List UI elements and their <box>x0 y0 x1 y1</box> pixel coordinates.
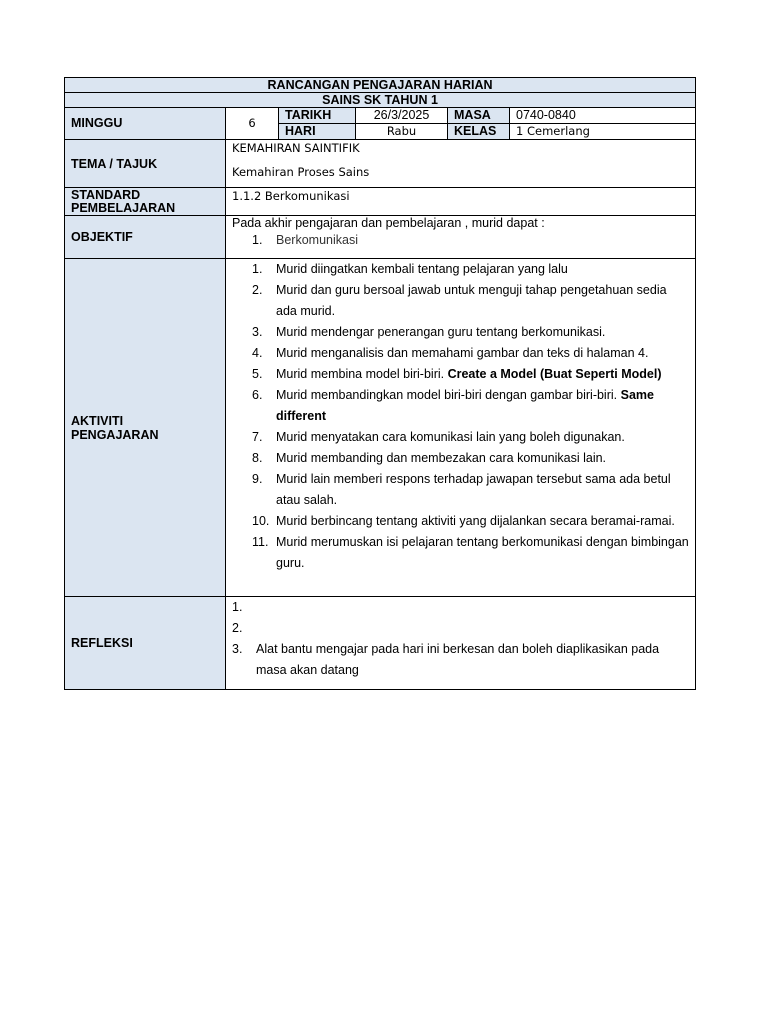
list-text <box>276 511 689 532</box>
tema-value <box>226 140 696 188</box>
list-text <box>276 343 689 364</box>
tema-row <box>65 140 696 188</box>
objektif-content <box>226 216 696 259</box>
list-text-regular: Alat bantu mengajar pada hari ini berkesan dan boleh diaplikasikan pada masa akan datang <box>256 642 660 677</box>
list-text-regular: Murid mendengar penerangan guru tentang berkomunikasi. <box>276 325 606 339</box>
kelas-value: 1 Cemerlang <box>510 124 696 140</box>
hari-value: Rabu <box>356 124 448 140</box>
tema-line-1: KEMAHIRAN SAINTIFIK <box>232 141 360 155</box>
list-item <box>252 230 689 251</box>
refleksi-content <box>226 597 696 690</box>
kelas-label: KELAS <box>448 124 510 140</box>
list-item <box>252 511 689 532</box>
info-row-1 <box>65 108 696 124</box>
list-text <box>276 427 689 448</box>
refleksi-label: REFLEKSI <box>65 597 226 690</box>
list-text-regular: Murid diingatkan kembali tentang pelajaran yang lalu <box>276 262 568 276</box>
list-number: 3. <box>252 325 263 339</box>
list-text <box>276 322 689 343</box>
lesson-plan-table <box>64 77 696 690</box>
aktiviti-content <box>226 259 696 597</box>
list-number: 1. <box>252 233 263 247</box>
list-number: 1. <box>252 262 263 276</box>
tarikh-value: 26/3/2025 <box>356 108 448 124</box>
list-number: 8. <box>252 451 263 465</box>
list-text <box>276 280 689 322</box>
masa-value: 0740-0840 <box>510 108 696 124</box>
list-text: Berkomunikasi <box>276 233 358 247</box>
list-item <box>252 259 689 280</box>
document-title: RANCANGAN PENGAJARAN HARIAN <box>65 78 696 93</box>
objektif-label: OBJEKTIF <box>65 216 226 259</box>
refleksi-row <box>65 597 696 690</box>
aktiviti-row <box>65 259 696 597</box>
subtitle-row <box>65 93 696 108</box>
standard-label-line-2: PEMBELAJARAN <box>71 200 176 215</box>
list-text-regular: Murid menyatakan cara komunikasi lain yang boleh digunakan. <box>276 430 625 444</box>
list-item <box>252 385 689 427</box>
list-text-regular: Murid membina model biri-biri. <box>276 367 448 381</box>
list-text-regular: Murid membandingkan model biri-biri dengan gambar biri-biri. <box>276 388 621 402</box>
list-text <box>276 385 689 427</box>
aktiviti-label <box>65 259 226 597</box>
list-number: 2. <box>232 621 243 635</box>
list-text <box>276 532 689 574</box>
list-item <box>252 469 689 511</box>
list-text-regular: Murid merumuskan isi pelajaran tentang berkomunikasi dengan bimbingan guru. <box>276 535 689 570</box>
aktiviti-list <box>252 259 689 574</box>
objektif-row <box>65 216 696 259</box>
list-text-regular: Murid menganalisis dan memahami gambar dan teks di halaman 4. <box>276 346 649 360</box>
aktiviti-label-line-2: PENGAJARAN <box>71 427 159 442</box>
list-item <box>252 280 689 322</box>
list-number: 3. <box>232 642 243 656</box>
list-text-regular: Murid berbincang tentang aktiviti yang dijalankan secara beramai-ramai. <box>276 514 675 528</box>
refleksi-list <box>232 597 689 681</box>
list-text <box>276 364 689 385</box>
list-text-regular: Murid dan guru bersoal jawab untuk menguji tahap pengetahuan sedia ada murid. <box>276 283 667 318</box>
minggu-value: 6 <box>226 108 279 140</box>
list-text <box>276 469 689 511</box>
list-text <box>256 597 689 618</box>
title-row <box>65 78 696 93</box>
masa-label: MASA <box>448 108 510 124</box>
aktiviti-label-line-1: AKTIVITI <box>71 413 124 428</box>
list-number: 4. <box>252 346 263 360</box>
standard-label <box>65 188 226 216</box>
objektif-intro: Pada akhir pengajaran dan pembelajaran , murid dapat : <box>232 216 545 230</box>
list-item <box>252 532 689 574</box>
list-number: 1. <box>232 600 243 614</box>
tema-line-2: Kemahiran Proses Sains <box>232 165 370 179</box>
list-number: 7. <box>252 430 263 444</box>
list-number: 2. <box>252 283 263 297</box>
hari-label: HARI <box>279 124 356 140</box>
list-number: 10. <box>252 514 270 528</box>
list-number: 11. <box>252 535 269 549</box>
list-text-bold: Same different <box>276 388 654 423</box>
tema-label: TEMA / TAJUK <box>65 140 226 188</box>
list-text <box>256 639 689 681</box>
list-text <box>256 618 689 639</box>
list-item <box>232 597 689 618</box>
standard-row <box>65 188 696 216</box>
list-item <box>252 427 689 448</box>
list-text-bold: Create a Model (Buat Seperti Model) <box>447 367 662 381</box>
list-text <box>276 448 689 469</box>
list-item <box>252 448 689 469</box>
list-item <box>252 364 689 385</box>
list-item <box>232 639 689 681</box>
list-item <box>252 322 689 343</box>
standard-value: 1.1.2 Berkomunikasi <box>226 188 696 216</box>
list-number: 6. <box>252 388 263 402</box>
tarikh-label: TARIKH <box>279 108 356 124</box>
list-number: 9. <box>252 472 263 486</box>
document-subtitle: SAINS SK TAHUN 1 <box>65 93 696 108</box>
list-text-regular: Murid lain memberi respons terhadap jawapan tersebut sama ada betul atau salah. <box>276 472 671 507</box>
list-text-regular: Murid membanding dan membezakan cara komunikasi lain. <box>276 451 607 465</box>
objektif-list <box>232 230 689 251</box>
list-number: 5. <box>252 367 263 381</box>
list-item <box>232 618 689 639</box>
minggu-label: MINGGU <box>65 108 226 140</box>
list-text <box>276 259 689 280</box>
standard-label-line-1: STANDARD <box>71 187 141 202</box>
list-item <box>252 343 689 364</box>
